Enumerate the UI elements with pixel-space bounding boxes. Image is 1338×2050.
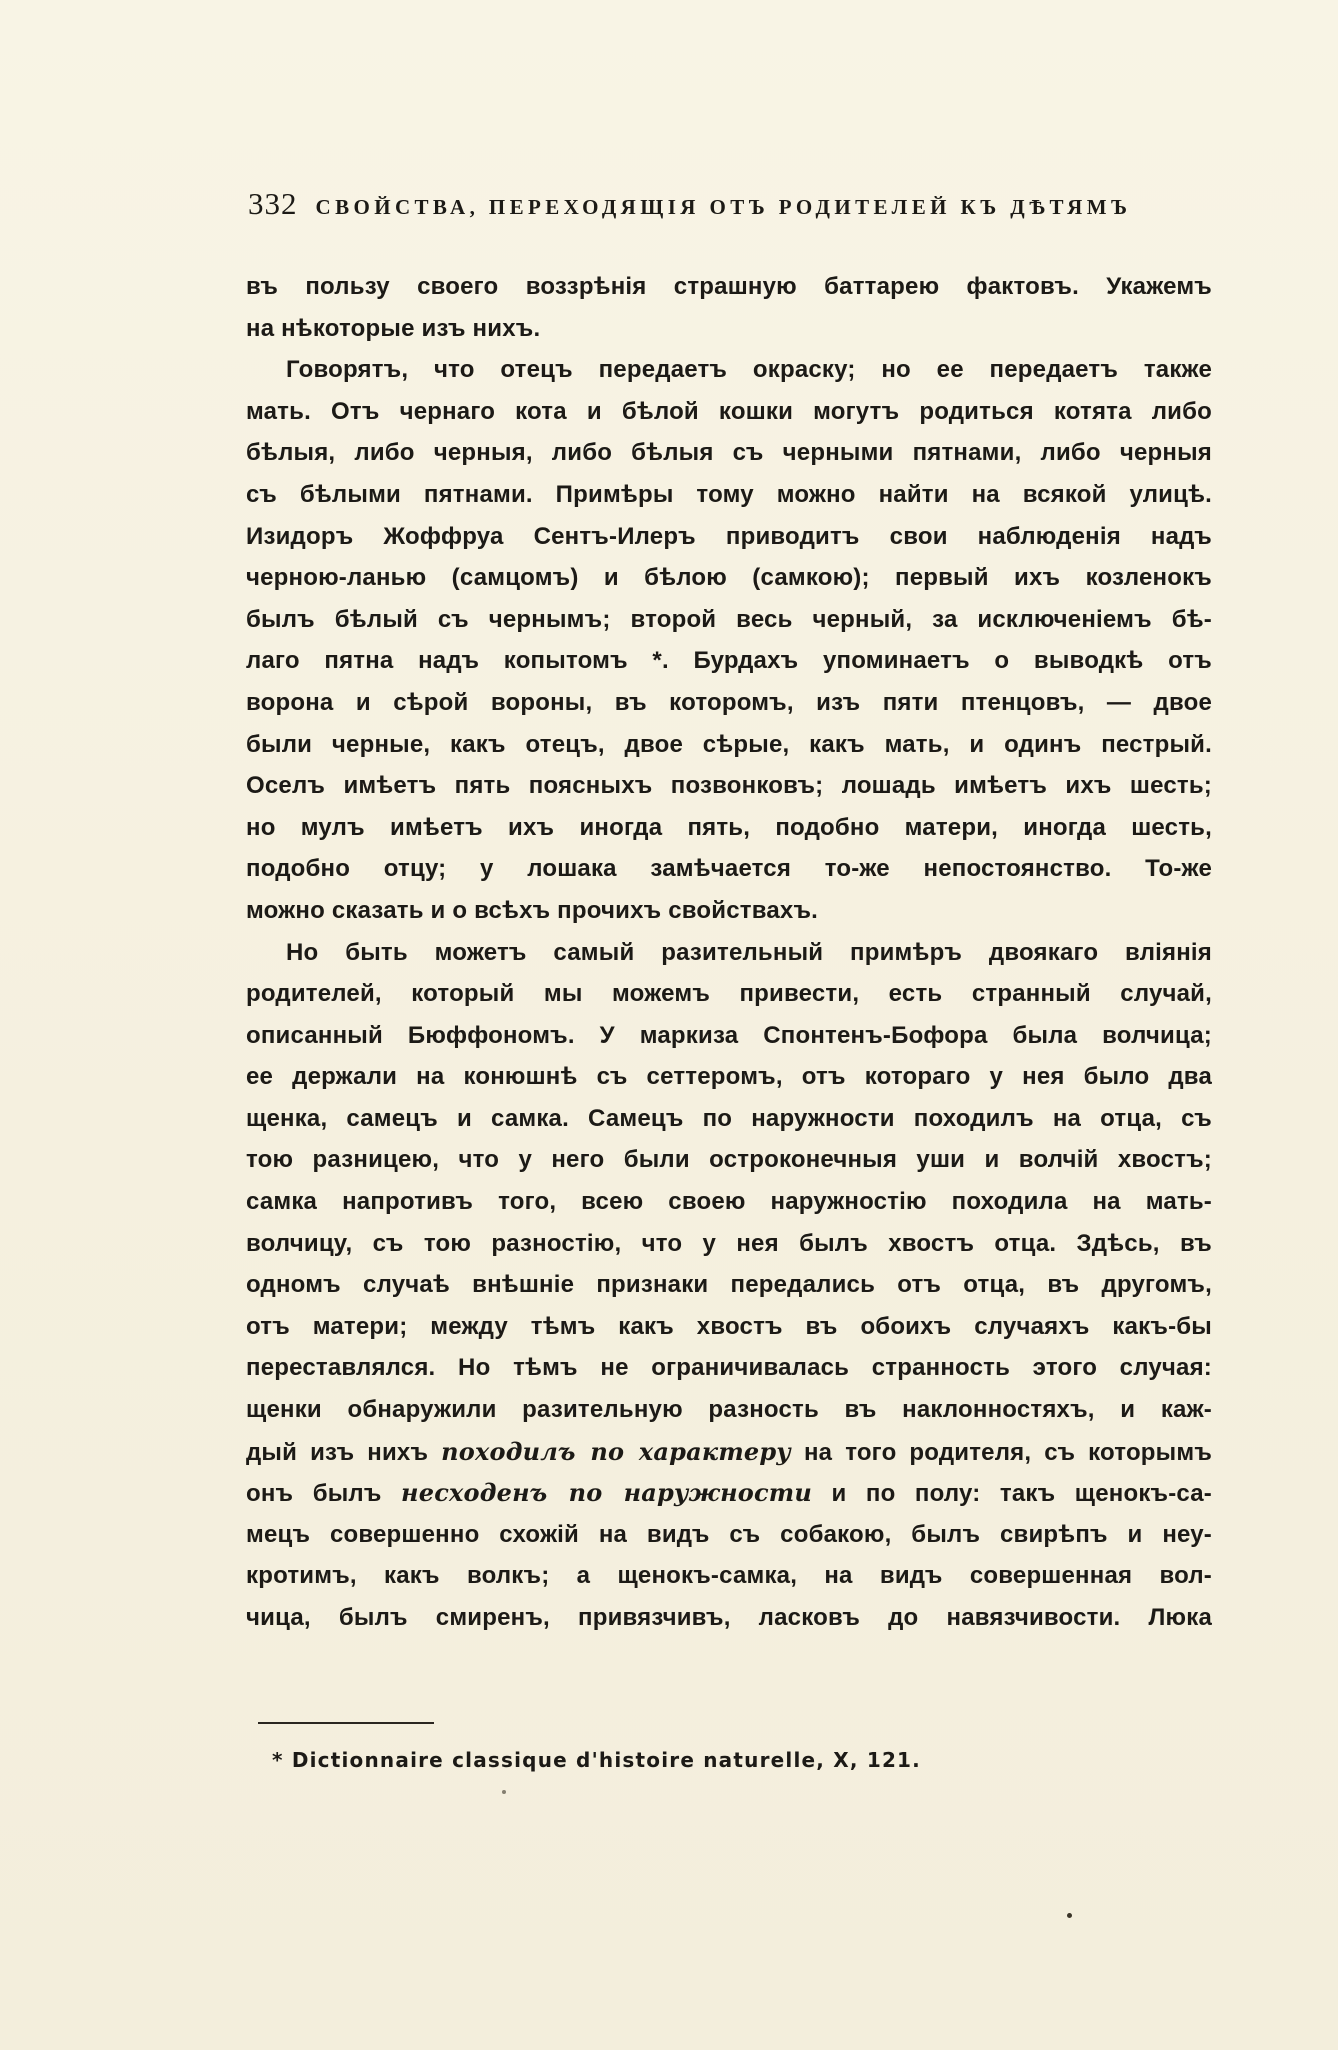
body-text [246, 266, 1212, 1639]
text-line: но мулъ имѣетъ ихъ иногда пять, подобно матери, иногда шесть, [246, 813, 1212, 841]
text-segment: дый изъ нихъ [246, 1438, 442, 1466]
text-line-with-emphasis [246, 1472, 1212, 1514]
text-line: подобно отцу; у лошака замѣчается то-же непостоянство. То-же [246, 855, 1212, 883]
text-line: въ пользу своего воззрѣнія страшную баттарею фактовъ. Укажемъ [246, 273, 1212, 300]
text-line: съ бѣлыми пятнами. Примѣры тому можно найти на всякой улицѣ. [246, 480, 1212, 508]
text-line: были черные, какъ отецъ, двое сѣрые, какъ мать, и одинъ пестрый. [246, 730, 1212, 758]
text-line: переставлялся. Но тѣмъ не ограничивалась странность этого случая: [246, 1354, 1212, 1382]
text-segment: и по полу: такъ щенокъ-са- [812, 1480, 1212, 1508]
text-line: кротимъ, какъ волкъ; а щенокъ-самка, на видъ совершенная вол- [246, 1562, 1212, 1590]
emphasis-text: походилъ по характеру [441, 1436, 791, 1466]
text-line: одномъ случаѣ внѣшніе признаки передались отъ отца, въ другомъ, [246, 1271, 1212, 1299]
text-line: можно сказать и о всѣхъ прочихъ свойствахъ. [246, 896, 819, 924]
text-line: ее держали на конюшнѣ съ сеттеромъ, отъ котораго у нея было два [246, 1063, 1212, 1091]
footnote-rule [258, 1722, 434, 1724]
ink-speck [1067, 1913, 1072, 1918]
text-line: мецъ совершенно схожій на видъ съ собакою, былъ свирѣпъ и неу- [246, 1520, 1212, 1548]
emphasis-text: несходенъ по наружности [401, 1478, 813, 1508]
text-line: бѣлыя, либо черныя, либо бѣлыя съ черными пятнами, либо черныя [246, 439, 1212, 467]
text-line: волчицу, съ тою разностію, что у нея былъ хвостъ отца. Здѣсь, въ [246, 1229, 1212, 1257]
text-line: Изидоръ Жоффруа Сентъ-Илеръ приводитъ свои наблюденія надъ [246, 522, 1212, 550]
footnote: * Dictionnaire classique d'histoire naturelle, X, 121. [272, 1748, 921, 1772]
running-header [248, 186, 1168, 230]
ink-speck [502, 1790, 506, 1794]
text-segment: на того родителя, съ которымъ [790, 1438, 1213, 1466]
running-title: СВОЙСТВА, ПЕРЕХОДЯЩІЯ ОТЪ РОДИТЕЛЕЙ КЪ ДѢТЯМЪ [315, 195, 1132, 219]
text-line: Оселъ имѣетъ пять поясныхъ позвонковъ; лошадь имѣетъ ихъ шесть; [246, 772, 1212, 800]
text-line: черною-ланью (самцомъ) и бѣлою (самкою); первый ихъ козленокъ [246, 564, 1212, 592]
text-line: мать. Отъ чернаго кота и бѣлой кошки могутъ родиться котята либо [246, 397, 1212, 425]
text-line: тою разницею, что у него были остроконечныя уши и волчій хвостъ; [246, 1146, 1212, 1174]
paragraph-first-line: Говорятъ, что отецъ передаетъ окраску; но ее передаетъ также [286, 356, 1212, 384]
text-line: отъ матери; между тѣмъ какъ хвостъ въ обоихъ случаяхъ какъ-бы [246, 1312, 1212, 1340]
text-segment: онъ былъ [246, 1480, 402, 1508]
text-line: описанный Бюффономъ. У маркиза Спонтенъ-Бофора была волчица; [246, 1021, 1212, 1049]
text-line-with-emphasis [246, 1431, 1212, 1473]
text-line: былъ бѣлый съ чернымъ; второй весь черный, за исключеніемъ бѣ- [246, 605, 1212, 633]
text-line: родителей, который мы можемъ привести, есть странный случай, [246, 980, 1212, 1008]
page-number: 332 [248, 186, 298, 221]
text-line: щенки обнаружили разительную разность въ наклонностяхъ, и каж- [246, 1396, 1212, 1424]
text-line: на нѣкоторые изъ нихъ. [246, 314, 541, 342]
text-line: ворона и сѣрой вороны, въ которомъ, изъ пяти птенцовъ, — двое [246, 688, 1212, 716]
text-line: лаго пятна надъ копытомъ *. Бурдахъ упоминаетъ о выводкѣ отъ [246, 647, 1212, 675]
paragraph-first-line: Но быть можетъ самый разительный примѣръ двоякаго вліянія [286, 938, 1212, 966]
text-line: щенка, самецъ и самка. Самецъ по наружности походилъ на отца, съ [246, 1104, 1212, 1132]
text-line: чица, былъ смиренъ, привязчивъ, ласковъ до навязчивости. Люка [246, 1604, 1212, 1631]
text-line: самка напротивъ того, всею своею наружностію походила на мать- [246, 1188, 1212, 1216]
